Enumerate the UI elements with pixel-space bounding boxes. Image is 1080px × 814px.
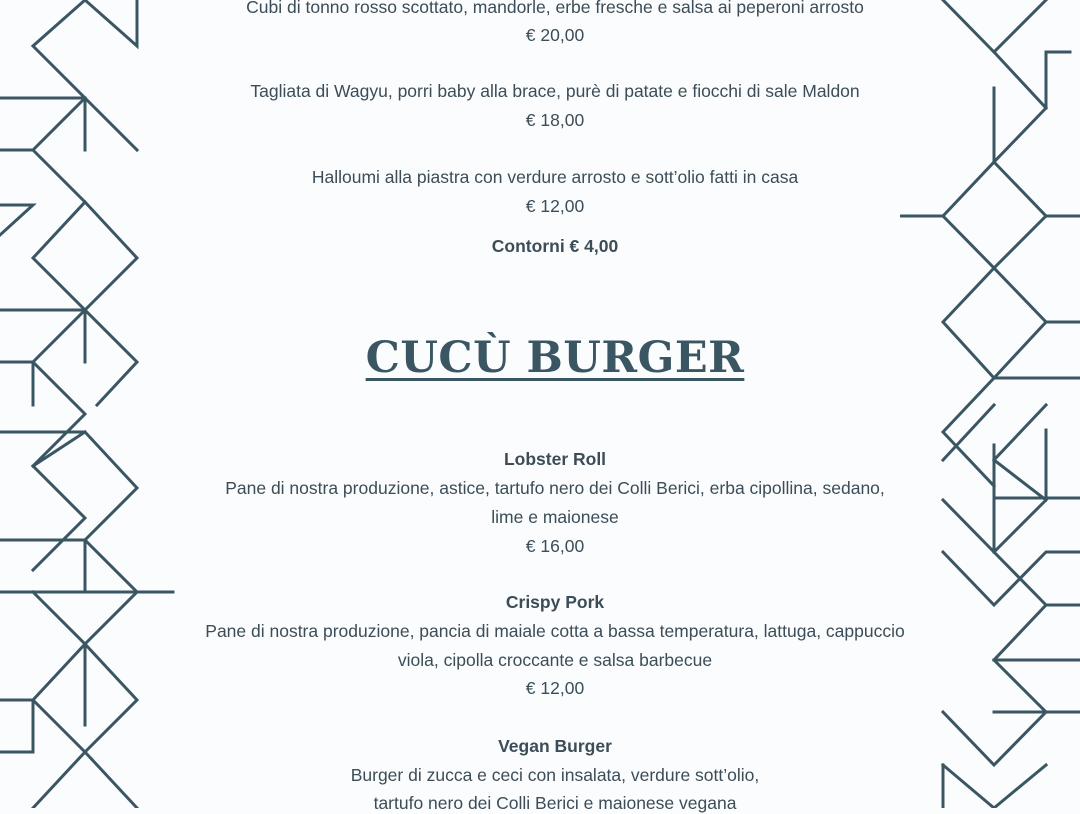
deco-line <box>943 405 994 460</box>
deco-line <box>33 0 85 570</box>
deco-line <box>943 552 1080 605</box>
deco-line <box>0 362 33 405</box>
dish-description: viola, cipolla croccante e salsa barbecue <box>397 650 713 670</box>
deco-line <box>85 0 137 46</box>
deco-line <box>994 268 1046 378</box>
dish-description: Burger di zucca e ceci con insalata, verdure sott’olio, <box>350 765 760 785</box>
deco-line <box>85 98 137 150</box>
deco-line <box>0 540 85 592</box>
dish-price: € 16,00 <box>525 536 585 556</box>
deco-line <box>1046 52 1070 108</box>
section-title: CUCÙ BURGER <box>365 333 745 383</box>
deco-line <box>943 0 1046 52</box>
dish-description: tartufo nero dei Colli Berici e maionese vegana <box>373 793 737 813</box>
dish-name: Crispy Pork <box>505 592 605 612</box>
deco-line <box>85 202 137 405</box>
dish-price: € 20,00 <box>525 25 585 45</box>
dish-description: Pane di nostra produzione, pancia di maiale cotta a bassa temperatura, lattuga, cappuccio <box>205 621 905 641</box>
deco-line <box>943 216 994 486</box>
dish-name: Vegan Burger <box>498 736 612 756</box>
contorni-price: Contorni € 4,00 <box>491 236 619 256</box>
dish-price: € 18,00 <box>525 110 585 130</box>
dish-description: Pane di nostra produzione, astice, tartufo nero dei Colli Berici, erba cipollina, sedano, <box>225 478 885 498</box>
dish-description: lime e maionese <box>491 507 619 527</box>
deco-line <box>0 205 33 235</box>
dish-description: Cubi di tonno rosso scottato, mandorle, erbe fresche e salsa ai peperoni arrosto <box>246 0 864 17</box>
deco-line <box>994 552 1046 660</box>
deco-line <box>0 700 33 752</box>
deco-line <box>994 216 1080 268</box>
left-geometric-border <box>0 0 180 808</box>
deco-line <box>943 765 1046 808</box>
dish-name: Lobster Roll <box>503 449 607 469</box>
deco-line <box>994 405 1046 500</box>
deco-line <box>994 52 1046 216</box>
dish-price: € 12,00 <box>525 678 585 698</box>
dish-price: € 12,00 <box>525 196 585 216</box>
deco-line <box>33 592 85 808</box>
dish-description: Halloumi alla piastra con verdure arrosto e sott’olio fatti in casa <box>311 167 799 187</box>
deco-line <box>33 432 85 466</box>
dish-description: Tagliata di Wagyu, porri baby alla brace, purè di patate e fiocchi di sale Maldon <box>250 81 860 101</box>
